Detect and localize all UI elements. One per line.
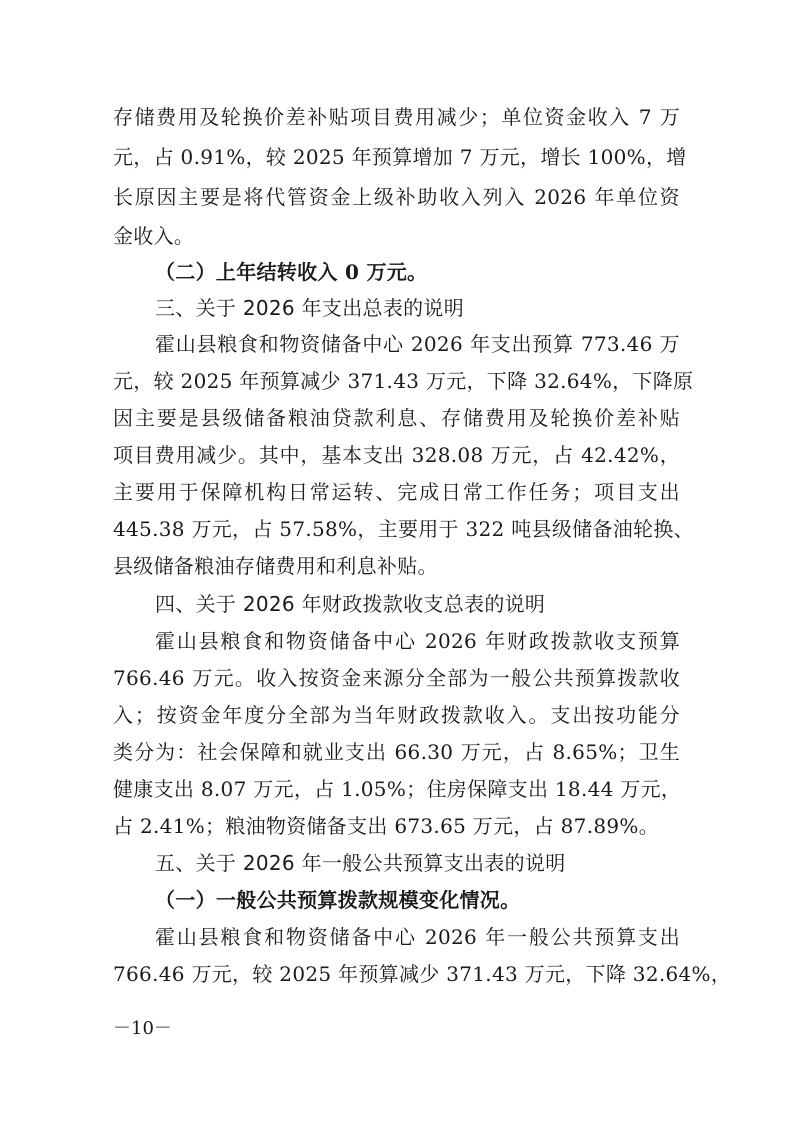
body-line: 项目费用减少。其中，基本支出 328.08 万元，占 42.42%， — [113, 443, 680, 467]
body-line: 类分为：社会保障和就业支出 66.30 万元，占 8.65%；卫生 — [113, 740, 680, 764]
body-line: 存储费用及轮换价差补贴项目费用减少；单位资金收入 7 万 — [113, 105, 680, 129]
body-line: 占 2.41%；粮油物资储备支出 673.65 万元，占 87.89%。 — [113, 814, 660, 838]
body-line: 霍山县粮食和物资储备中心 2026 年一般公共预算支出 — [155, 925, 680, 949]
body-line: 长原因主要是将代管资金上级补助收入列入 2026 年单位资 — [113, 185, 680, 209]
subsection-heading: （二）上年结转收入 0 万元。 — [155, 260, 428, 284]
body-line: 健康支出 8.07 万元，占 1.05%；住房保障支出 18.44 万元， — [113, 777, 682, 801]
body-line: 霍山县粮食和物资储备中心 2026 年支出预算 773.46 万 — [155, 332, 680, 356]
body-line: 金收入。 — [113, 224, 195, 248]
body-line: 霍山县粮食和物资储备中心 2026 年财政拨款收支预算 — [155, 629, 680, 653]
page-number: －10－ — [113, 1018, 172, 1039]
body-line: 445.38 万元，占 57.58%，主要用于 322 吨县级储备油轮换、 — [113, 517, 694, 541]
body-line: 元，占 0.91%，较 2025 年预算增加 7 万元，增长 100%，增 — [113, 145, 687, 169]
section-heading: 三、关于 2026 年支出总表的说明 — [155, 296, 465, 320]
body-line: 入；按资金年度分全部为当年财政拨款收入。支出按功能分 — [113, 703, 680, 727]
body-line: 766.46 万元，较 2025 年预算减少 371.43 万元，下降 32.64%， — [113, 962, 732, 986]
subsection-heading: （一）一般公共预算拨款规模变化情况。 — [155, 888, 521, 912]
section-heading: 四、关于 2026 年财政拨款收支总表的说明 — [155, 592, 546, 616]
body-line: 主要用于保障机构日常运转、完成日常工作任务；项目支出 — [113, 480, 680, 504]
body-line: 766.46 万元。收入按资金来源分全部为一般公共预算拨款收 — [113, 666, 680, 690]
section-heading: 五、关于 2026 年一般公共预算支出表的说明 — [155, 851, 566, 875]
body-line: 元，较 2025 年预算减少 371.43 万元，下降 32.64%，下降原 — [113, 369, 694, 393]
body-line: 县级储备粮油存储费用和利息补贴。 — [113, 554, 438, 578]
body-line: 因主要是县级储备粮油贷款利息、存储费用及轮换价差补贴 — [113, 406, 680, 430]
